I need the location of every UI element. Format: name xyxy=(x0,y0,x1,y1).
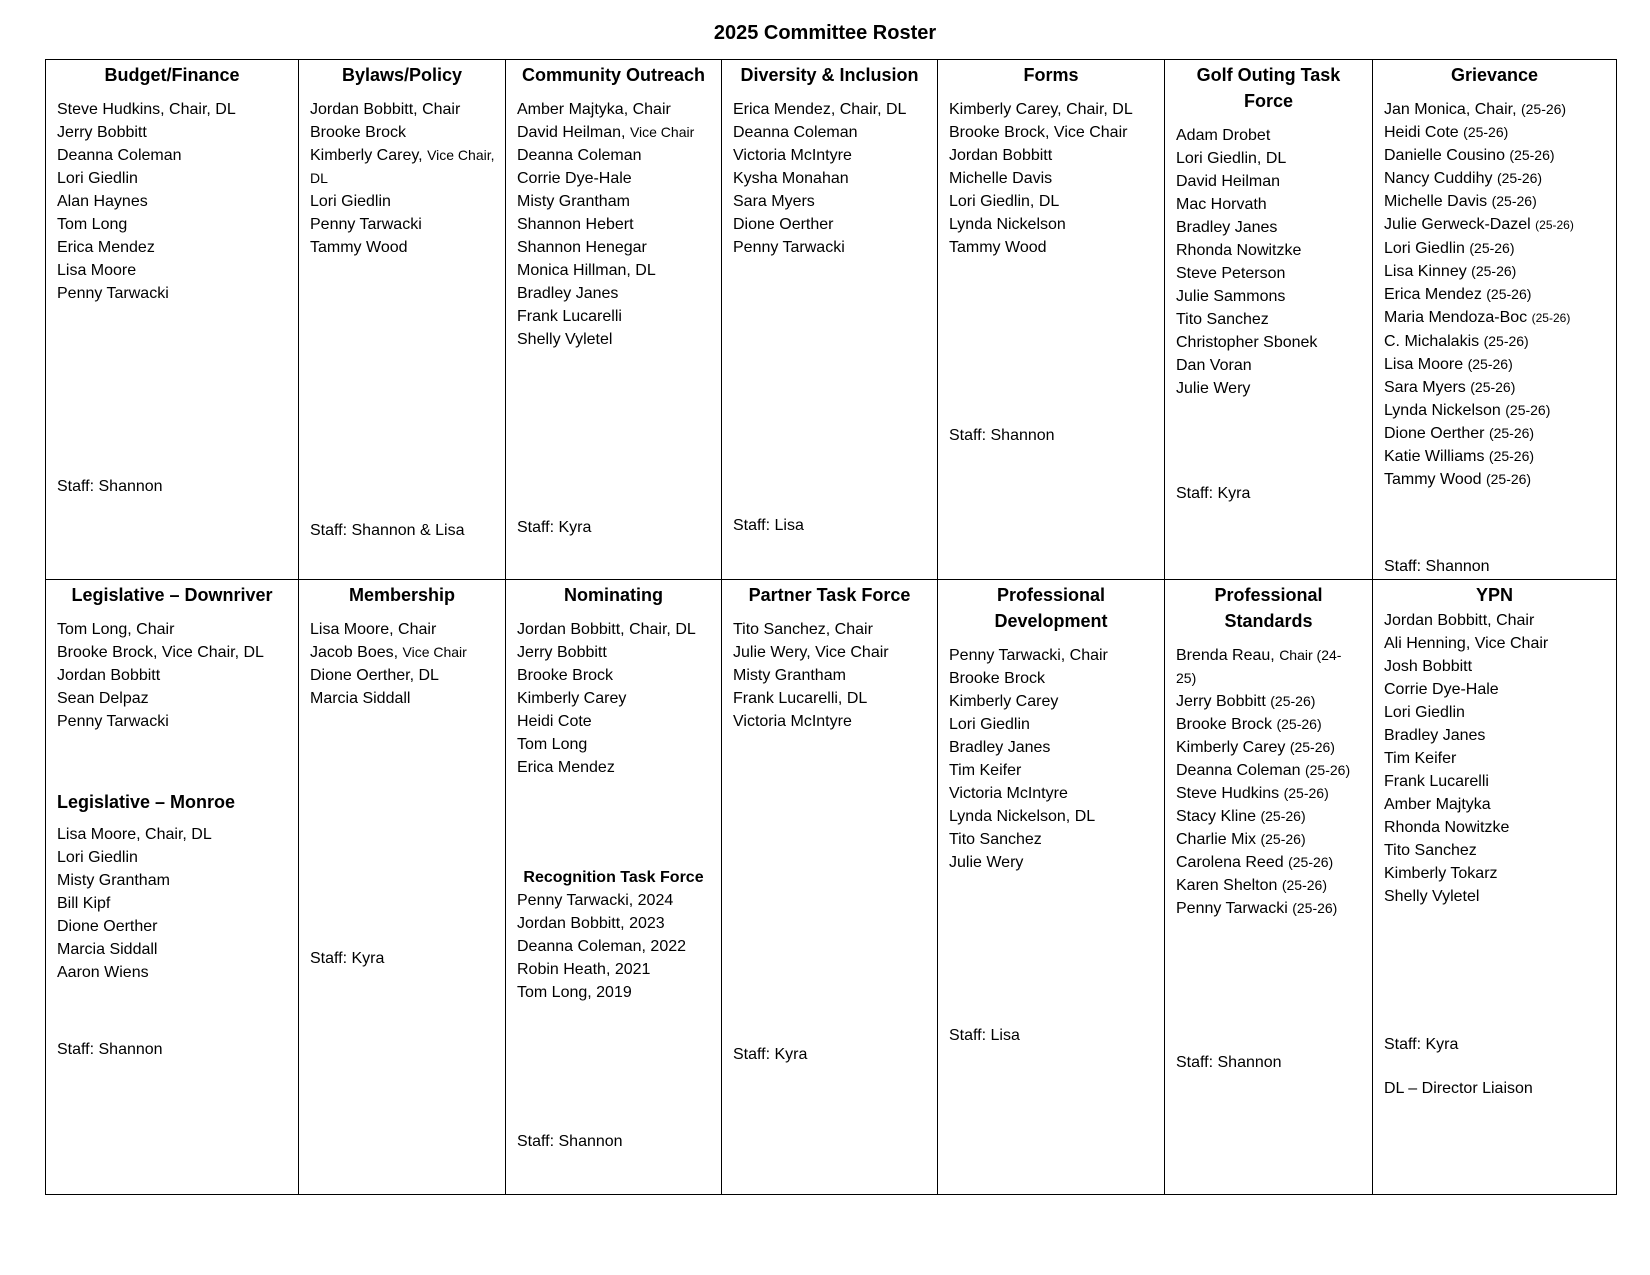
member: Lori Giedlin xyxy=(57,849,138,866)
member-name: Jan Monica, Chair, xyxy=(1384,101,1521,118)
committee-subheading: Legislative – Monroe xyxy=(57,792,236,812)
member-list xyxy=(938,644,1164,874)
member: Alan Haynes xyxy=(57,193,148,210)
member-name: Lynda Nickelson xyxy=(1384,402,1506,419)
member: David Heilman xyxy=(1176,173,1281,190)
member: 25) xyxy=(1176,670,1197,686)
member: Victoria McIntyre xyxy=(733,713,852,730)
member xyxy=(1384,167,1616,190)
member: Sara Myers xyxy=(733,193,815,210)
committee-heading: YPN xyxy=(1475,585,1513,605)
member: Steve Peterson xyxy=(1176,265,1286,282)
member-name: Stacy Kline xyxy=(1176,808,1261,825)
member xyxy=(517,121,721,144)
committee-diversity-inclusion xyxy=(722,60,938,580)
member: Tammy Wood xyxy=(949,239,1047,256)
member: Tito Sanchez, Chair xyxy=(733,621,873,638)
staff-label: Staff: Shannon xyxy=(1176,1054,1282,1071)
member: Deanna Coleman xyxy=(57,147,182,164)
member: Bradley Janes xyxy=(949,739,1051,756)
member-name: Steve Hudkins xyxy=(1176,785,1284,802)
member xyxy=(310,641,505,664)
committee-heading: Bylaws/Policy xyxy=(341,65,463,85)
committee-grievance xyxy=(1373,60,1617,580)
member: Frank Lucarelli, DL xyxy=(733,690,868,707)
committee-membership xyxy=(299,580,506,1195)
member: Steve Hudkins, Chair, DL xyxy=(57,101,236,118)
committee-ypn xyxy=(1373,580,1617,1195)
member-list xyxy=(46,98,298,305)
member: Misty Grantham xyxy=(733,667,846,684)
member: Shannon Henegar xyxy=(517,239,647,256)
member xyxy=(1176,805,1372,828)
member: Lori Giedlin, DL xyxy=(1176,150,1287,167)
committee-heading: Nominating xyxy=(564,585,663,605)
member-name: Danielle Cousino xyxy=(1384,147,1510,164)
member-list xyxy=(938,98,1164,259)
member xyxy=(1384,260,1616,283)
member-term: (25-26) xyxy=(1491,193,1537,209)
member xyxy=(310,144,505,190)
member: Dione Oerther, DL xyxy=(310,667,439,684)
member-name: Katie Williams xyxy=(1384,448,1489,465)
roster-row-2 xyxy=(46,580,1617,1195)
committee-heading: Forms xyxy=(1023,65,1079,85)
member: Tammy Wood xyxy=(310,239,408,256)
member-role: Chair (24- xyxy=(1279,647,1342,663)
page-title: 2025 Committee Roster xyxy=(713,22,937,44)
member-name: Nancy Cuddihy xyxy=(1384,170,1497,187)
member: Marcia Siddall xyxy=(310,690,411,707)
member-term: (25-26) xyxy=(1505,402,1551,418)
staff-label: Staff: Kyra xyxy=(733,1046,808,1063)
member-list xyxy=(1165,124,1372,400)
member: Lisa Moore, Chair xyxy=(310,621,437,638)
staff-label: Staff: Shannon xyxy=(57,478,163,495)
member: Lynda Nickelson, DL xyxy=(949,808,1096,825)
member-name: Heidi Cote xyxy=(1384,124,1464,141)
staff-label: Staff: Shannon xyxy=(1384,558,1490,575)
member: Frank Lucarelli xyxy=(517,308,622,325)
member-name: David Heilman, xyxy=(517,124,630,141)
member-name: Brenda Reau, xyxy=(1176,647,1280,664)
member-role: Vice Chair xyxy=(629,124,695,140)
member-term: (25-26) xyxy=(1496,170,1543,186)
member-name: Lori Giedlin xyxy=(1384,240,1470,257)
committee-roster-table xyxy=(45,59,1617,1195)
member xyxy=(1384,213,1616,237)
member xyxy=(1384,445,1616,468)
member-role: Vice Chair, DL xyxy=(310,147,495,186)
member-term: (25-26) xyxy=(1483,333,1529,349)
member-name: Tammy Wood xyxy=(1384,471,1486,488)
member: Shelly Vyletel xyxy=(517,331,613,348)
member-name: Deanna Coleman xyxy=(1176,762,1305,779)
member: Monica Hillman, DL xyxy=(517,262,656,279)
member: Tom Long, 2019 xyxy=(517,984,632,1001)
recognition-heading: Recognition Task Force xyxy=(523,869,704,886)
member xyxy=(1384,144,1616,167)
member: Heidi Cote xyxy=(517,713,592,730)
member-list xyxy=(1373,98,1616,491)
member: Corrie Dye-Hale xyxy=(517,170,632,187)
member: Tito Sanchez xyxy=(1384,842,1477,859)
member xyxy=(1384,422,1616,445)
member: Lisa Moore xyxy=(57,262,137,279)
member-name: Charlie Mix xyxy=(1176,831,1261,848)
roster-row-1 xyxy=(46,60,1617,580)
member: Brooke Brock, Vice Chair, DL xyxy=(57,644,264,661)
member: Shelly Vyletel xyxy=(1384,888,1480,905)
committee-heading: Grievance xyxy=(1450,65,1539,85)
sub-member-list xyxy=(46,823,298,984)
member-term: (25-26) xyxy=(1288,854,1334,870)
member-term: (25-26) xyxy=(1260,808,1306,824)
member-term: (25-26) xyxy=(1463,124,1509,140)
member-term: (25-26) xyxy=(1283,785,1329,801)
committee-forms xyxy=(938,60,1165,580)
member-name: Maria Mendoza-Boc xyxy=(1384,309,1532,326)
member-term: (25-26) xyxy=(1485,471,1532,487)
member: Jordan Bobbitt, 2023 xyxy=(517,915,665,932)
member: Michelle Davis xyxy=(949,170,1053,187)
member: Tito Sanchez xyxy=(949,831,1042,848)
member-name: Sara Myers xyxy=(1384,379,1471,396)
member: Misty Grantham xyxy=(57,872,170,889)
member-term: (25-26) xyxy=(1469,240,1515,256)
member-name: Erica Mendez xyxy=(1384,286,1487,303)
member: Kimberly Carey, Chair, DL xyxy=(949,101,1133,118)
committee-heading: Professional Standards xyxy=(1214,585,1323,631)
member-name: Michelle Davis xyxy=(1384,193,1492,210)
member-list xyxy=(722,98,937,259)
member-term: (25-26) xyxy=(1471,263,1517,279)
member-term: (25-26) xyxy=(1304,762,1351,778)
committee-heading: Partner Task Force xyxy=(748,585,911,605)
member: Jordan Bobbitt xyxy=(57,667,161,684)
member: Kysha Monahan xyxy=(733,170,849,187)
member xyxy=(1176,851,1372,874)
member: Erica Mendez xyxy=(57,239,155,256)
staff-label: Staff: Shannon xyxy=(517,1133,623,1150)
member: Julie Wery, Vice Chair xyxy=(733,644,889,661)
member: Brooke Brock xyxy=(517,667,614,684)
member xyxy=(1176,759,1372,782)
member: Rhonda Nowitzke xyxy=(1384,819,1510,836)
member-list xyxy=(506,98,721,351)
member-name: Penny Tarwacki xyxy=(1176,900,1293,917)
committee-heading: Golf Outing Task Force xyxy=(1196,65,1341,111)
staff-label: Staff: Lisa xyxy=(949,1027,1020,1044)
member-list xyxy=(722,618,937,733)
member: Victoria McIntyre xyxy=(733,147,852,164)
member: Lori Giedlin xyxy=(310,193,391,210)
member-term: (25-26) xyxy=(1292,900,1338,916)
member: Lynda Nickelson xyxy=(949,216,1066,233)
staff-label: Staff: Kyra xyxy=(517,519,592,536)
member: Brooke Brock, Vice Chair xyxy=(949,124,1128,141)
member: Lisa Moore, Chair, DL xyxy=(57,826,212,843)
member: Tom Long xyxy=(57,216,128,233)
member-list xyxy=(299,98,505,259)
member: Sean Delpaz xyxy=(57,690,149,707)
member: Misty Grantham xyxy=(517,193,630,210)
member: Tim Keifer xyxy=(1384,750,1457,767)
member: Jordan Bobbitt, Chair xyxy=(310,101,461,118)
committee-heading: Legislative – Downriver xyxy=(71,585,273,605)
member xyxy=(1384,121,1616,144)
dl-legend: DL – Director Liaison xyxy=(1384,1080,1533,1097)
member: Victoria McIntyre xyxy=(949,785,1068,802)
member: Amber Majtyka xyxy=(1384,796,1491,813)
committee-bylaws-policy xyxy=(299,60,506,580)
member: Amber Majtyka, Chair xyxy=(517,101,671,118)
member: Julie Wery xyxy=(1176,380,1251,397)
member-term: (25-26) xyxy=(1488,425,1535,441)
member: Lori Giedlin xyxy=(57,170,138,187)
member-name: Kimberly Carey xyxy=(1176,739,1290,756)
member: Bill Kipf xyxy=(57,895,111,912)
member: Rhonda Nowitzke xyxy=(1176,242,1302,259)
committee-professional-standards xyxy=(1165,580,1373,1195)
member: Penny Tarwacki, 2024 xyxy=(517,892,674,909)
committee-heading: Diversity & Inclusion xyxy=(740,65,919,85)
member-term: (25-26) xyxy=(1488,448,1535,464)
member: Aaron Wiens xyxy=(57,964,149,981)
staff-label: Staff: Kyra xyxy=(1384,1036,1459,1053)
member-term: (25-26) xyxy=(1520,101,1567,117)
recognition-list xyxy=(506,889,721,1004)
staff-label: Staff: Kyra xyxy=(1176,485,1251,502)
member: Dione Oerther xyxy=(733,216,834,233)
member: Dione Oerther xyxy=(57,918,158,935)
member xyxy=(1384,237,1616,260)
member: Brooke Brock xyxy=(310,124,407,141)
member: Dan Voran xyxy=(1176,357,1252,374)
member xyxy=(1176,713,1372,736)
member xyxy=(1176,644,1372,667)
committee-professional-development xyxy=(938,580,1165,1195)
member: Julie Wery xyxy=(949,854,1024,871)
member-term: (25-26) xyxy=(1509,147,1555,163)
member xyxy=(1384,190,1616,213)
member-name: Lisa Kinney xyxy=(1384,263,1472,280)
member-role: Vice Chair xyxy=(402,644,467,660)
member: Deanna Coleman, 2022 xyxy=(517,938,687,955)
member-term: (25-26) xyxy=(1531,311,1571,325)
member-name: Jacob Boes, xyxy=(310,644,403,661)
member-list xyxy=(1165,644,1372,920)
member-name: Julie Gerweck-Dazel xyxy=(1384,216,1536,233)
member-term: (25-26) xyxy=(1270,693,1316,709)
member-term: (25-26) xyxy=(1486,286,1532,302)
member-name: Jerry Bobbitt xyxy=(1176,693,1271,710)
member: Jordan Bobbitt, Chair, DL xyxy=(517,621,696,638)
member: Kimberly Carey xyxy=(949,693,1059,710)
member xyxy=(1384,376,1616,399)
member: Bradley Janes xyxy=(1384,727,1486,744)
member: Erica Mendez xyxy=(517,759,615,776)
member: Lori Giedlin, DL xyxy=(949,193,1060,210)
member: Tito Sanchez xyxy=(1176,311,1269,328)
member xyxy=(1176,874,1372,897)
member: Tom Long xyxy=(517,736,588,753)
member: Penny Tarwacki xyxy=(733,239,845,256)
member: Christopher Sbonek xyxy=(1176,334,1318,351)
member: Frank Lucarelli xyxy=(1384,773,1489,790)
member-name: Karen Shelton xyxy=(1176,877,1282,894)
staff-label: Staff: Lisa xyxy=(733,517,804,534)
member-term: (25-26) xyxy=(1281,877,1327,893)
member xyxy=(1384,399,1616,422)
member-list xyxy=(299,618,505,710)
member-term: (25-26) xyxy=(1276,716,1322,732)
member: Adam Drobet xyxy=(1176,127,1271,144)
member: Lori Giedlin xyxy=(1384,704,1465,721)
member: Bradley Janes xyxy=(1176,219,1278,236)
member xyxy=(1384,283,1616,306)
member-list xyxy=(1373,609,1616,908)
member: Tim Keifer xyxy=(949,762,1022,779)
member-list xyxy=(506,618,721,779)
committee-heading: Budget/Finance xyxy=(104,65,240,85)
staff-label: Staff: Shannon xyxy=(57,1041,163,1058)
committee-heading: Professional Development xyxy=(994,585,1108,631)
member: Corrie Dye-Hale xyxy=(1384,681,1499,698)
member xyxy=(1176,690,1372,713)
member: Marcia Siddall xyxy=(57,941,158,958)
member: Penny Tarwacki xyxy=(57,713,169,730)
member: Jordan Bobbitt xyxy=(949,147,1053,164)
committee-partner-task-force xyxy=(722,580,938,1195)
member: Shannon Hebert xyxy=(517,216,634,233)
member: Jerry Bobbitt xyxy=(517,644,607,661)
staff-label: Staff: Shannon xyxy=(949,427,1055,444)
staff-label: Staff: Shannon & Lisa xyxy=(310,522,465,539)
staff-label: Staff: Kyra xyxy=(310,950,385,967)
member: Mac Horvath xyxy=(1176,196,1267,213)
member-term: (25-26) xyxy=(1467,356,1513,372)
member: Kimberly Tokarz xyxy=(1384,865,1498,882)
member-name: Kimberly Carey, xyxy=(310,147,428,164)
member-term: (25-26) xyxy=(1289,739,1335,755)
member: Erica Mendez, Chair, DL xyxy=(733,101,907,118)
member-name: Carolena Reed xyxy=(1176,854,1289,871)
member xyxy=(1176,828,1372,851)
member xyxy=(1384,353,1616,376)
member: Kimberly Carey xyxy=(517,690,627,707)
member-name: Brooke Brock xyxy=(1176,716,1277,733)
member: Julie Sammons xyxy=(1176,288,1286,305)
member: Robin Heath, 2021 xyxy=(517,961,651,978)
committee-heading: Community Outreach xyxy=(521,65,706,85)
member: Penny Tarwacki, Chair xyxy=(949,647,1108,664)
member-name: Lisa Moore xyxy=(1384,356,1468,373)
member: Bradley Janes xyxy=(517,285,619,302)
member xyxy=(1176,782,1372,805)
committee-community-outreach xyxy=(506,60,722,580)
committee-legislative xyxy=(46,580,299,1195)
member: Penny Tarwacki xyxy=(310,216,422,233)
member: Deanna Coleman xyxy=(733,124,858,141)
committee-nominating xyxy=(506,580,722,1195)
member: Brooke Brock xyxy=(949,670,1046,687)
member: Ali Henning, Vice Chair xyxy=(1384,635,1549,652)
committee-heading: Membership xyxy=(348,585,456,605)
member: Tom Long, Chair xyxy=(57,621,175,638)
member-list xyxy=(46,618,298,733)
member-term: (25-26) xyxy=(1535,218,1574,232)
member: Jordan Bobbitt, Chair xyxy=(1384,612,1535,629)
member-term: (25-26) xyxy=(1470,379,1516,395)
committee-budget-finance xyxy=(46,60,299,580)
member xyxy=(1384,98,1616,121)
member xyxy=(1384,468,1616,491)
member xyxy=(1384,306,1616,330)
member xyxy=(1384,330,1616,353)
member-name: C. Michalakis xyxy=(1384,333,1484,350)
member: Deanna Coleman xyxy=(517,147,642,164)
member xyxy=(1176,897,1372,920)
member: Josh Bobbitt xyxy=(1384,658,1473,675)
member xyxy=(1176,736,1372,759)
member: Jerry Bobbitt xyxy=(57,124,147,141)
member: Lori Giedlin xyxy=(949,716,1030,733)
committee-golf-outing xyxy=(1165,60,1373,580)
member-term: (25-26) xyxy=(1260,831,1306,847)
member: Penny Tarwacki xyxy=(57,285,169,302)
member-name: Dione Oerther xyxy=(1384,425,1489,442)
